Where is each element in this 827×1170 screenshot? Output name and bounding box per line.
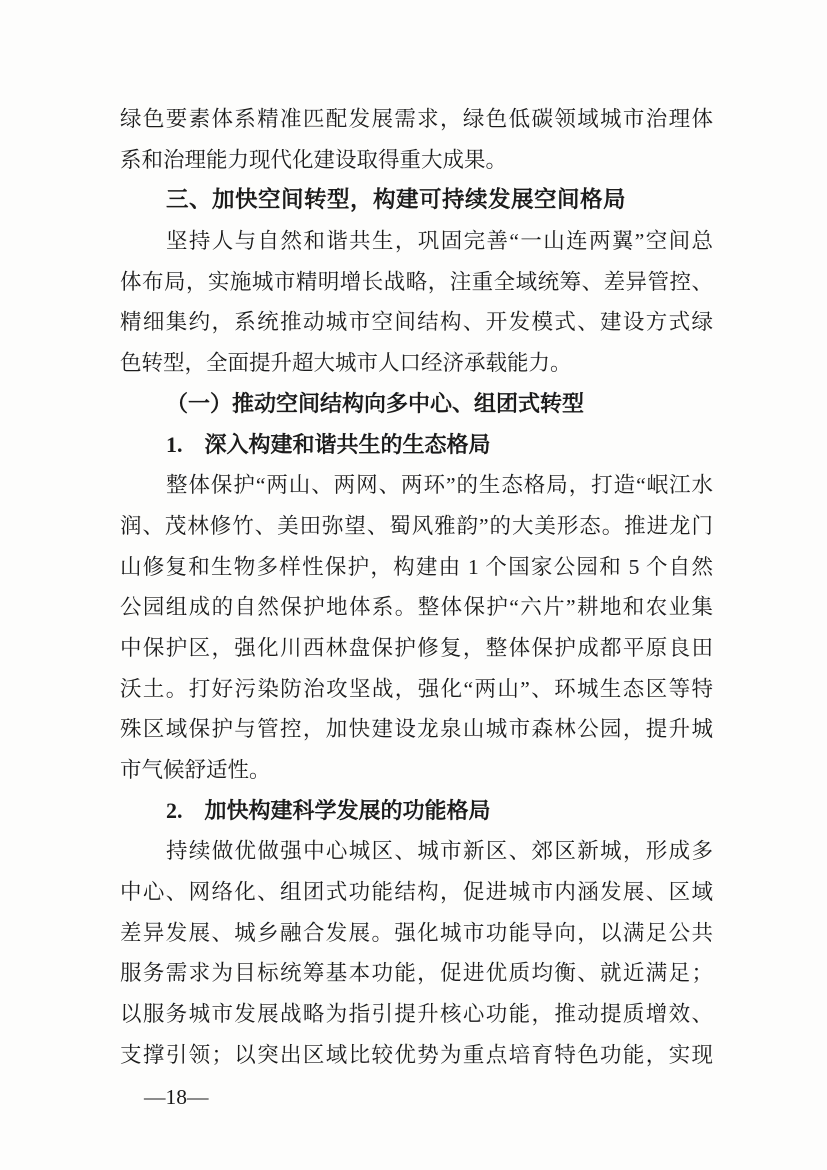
text-line: 持续做优做强中心城区、城市新区、郊区新城，形成多 bbox=[166, 839, 713, 864]
text-line: 市气候舒适性。 bbox=[120, 758, 271, 782]
text-line: 差异发展、城乡融合发展。强化城市功能导向，以满足公共 bbox=[120, 920, 713, 945]
text-line: 公园组成的自然保护地体系。整体保护“六片”耕地和农业集 bbox=[120, 595, 713, 620]
subsection-heading: （一）推动空间结构向多中心、组团式转型 bbox=[166, 390, 585, 416]
text-line: 绿色要素体系精准匹配发展需求，绿色低碳领域城市治理体 bbox=[120, 107, 713, 131]
text-line: 服务需求为目标统筹基本功能，促进优质均衡、就近满足； bbox=[120, 961, 713, 986]
text-line: 精细集约，系统推动城市空间结构、开发模式、建设方式绿 bbox=[120, 310, 713, 335]
text-line: 以服务城市发展战略为指引提升核心功能，推动提质增效、 bbox=[120, 1002, 713, 1027]
text-line: 殊区域保护与管控，加快建设龙泉山城市森林公园，提升城 bbox=[120, 717, 713, 742]
page-number: —18— bbox=[144, 1085, 209, 1109]
text-line: 体布局，实施城市精明增长战略，注重全域统筹、差异管控、 bbox=[120, 269, 713, 294]
document-body bbox=[120, 99, 713, 1076]
text-line: 中保护区，强化川西林盘保护修复，整体保护成都平原良田 bbox=[120, 635, 713, 660]
text-line: 系和治理能力现代化建设取得重大成果。 bbox=[120, 147, 508, 172]
text-line: 支撑引领；以突出区域比较优势为重点培育特色功能，实现 bbox=[120, 1042, 713, 1067]
section-heading: 三、加快空间转型，构建可持续发展空间格局 bbox=[166, 187, 627, 213]
item-heading: 2. 加快构建科学发展的功能格局 bbox=[166, 797, 491, 823]
text-line: 润、茂林修竹、美田弥望、蜀风雅韵”的大美形态。推进龙门 bbox=[120, 513, 713, 538]
item-heading: 1. 深入构建和谐共生的生态格局 bbox=[166, 431, 491, 457]
text-line: 山修复和生物多样性保护，构建由 1 个国家公园和 5 个自然 bbox=[120, 554, 713, 579]
text-line: 色转型，全面提升超大城市人口经济承载能力。 bbox=[120, 351, 572, 376]
text-line: 坚持人与自然和谐共生，巩固完善“一山连两翼”空间总 bbox=[166, 229, 713, 254]
text-line: 沃土。打好污染防治攻坚战，强化“两山”、环城生态区等特 bbox=[120, 676, 713, 701]
text-line: 整体保护“两山、两网、两环”的生态格局，打造“岷江水 bbox=[166, 473, 713, 498]
text-line: 中心、网络化、组团式功能结构，促进城市内涵发展、区域 bbox=[120, 880, 713, 905]
